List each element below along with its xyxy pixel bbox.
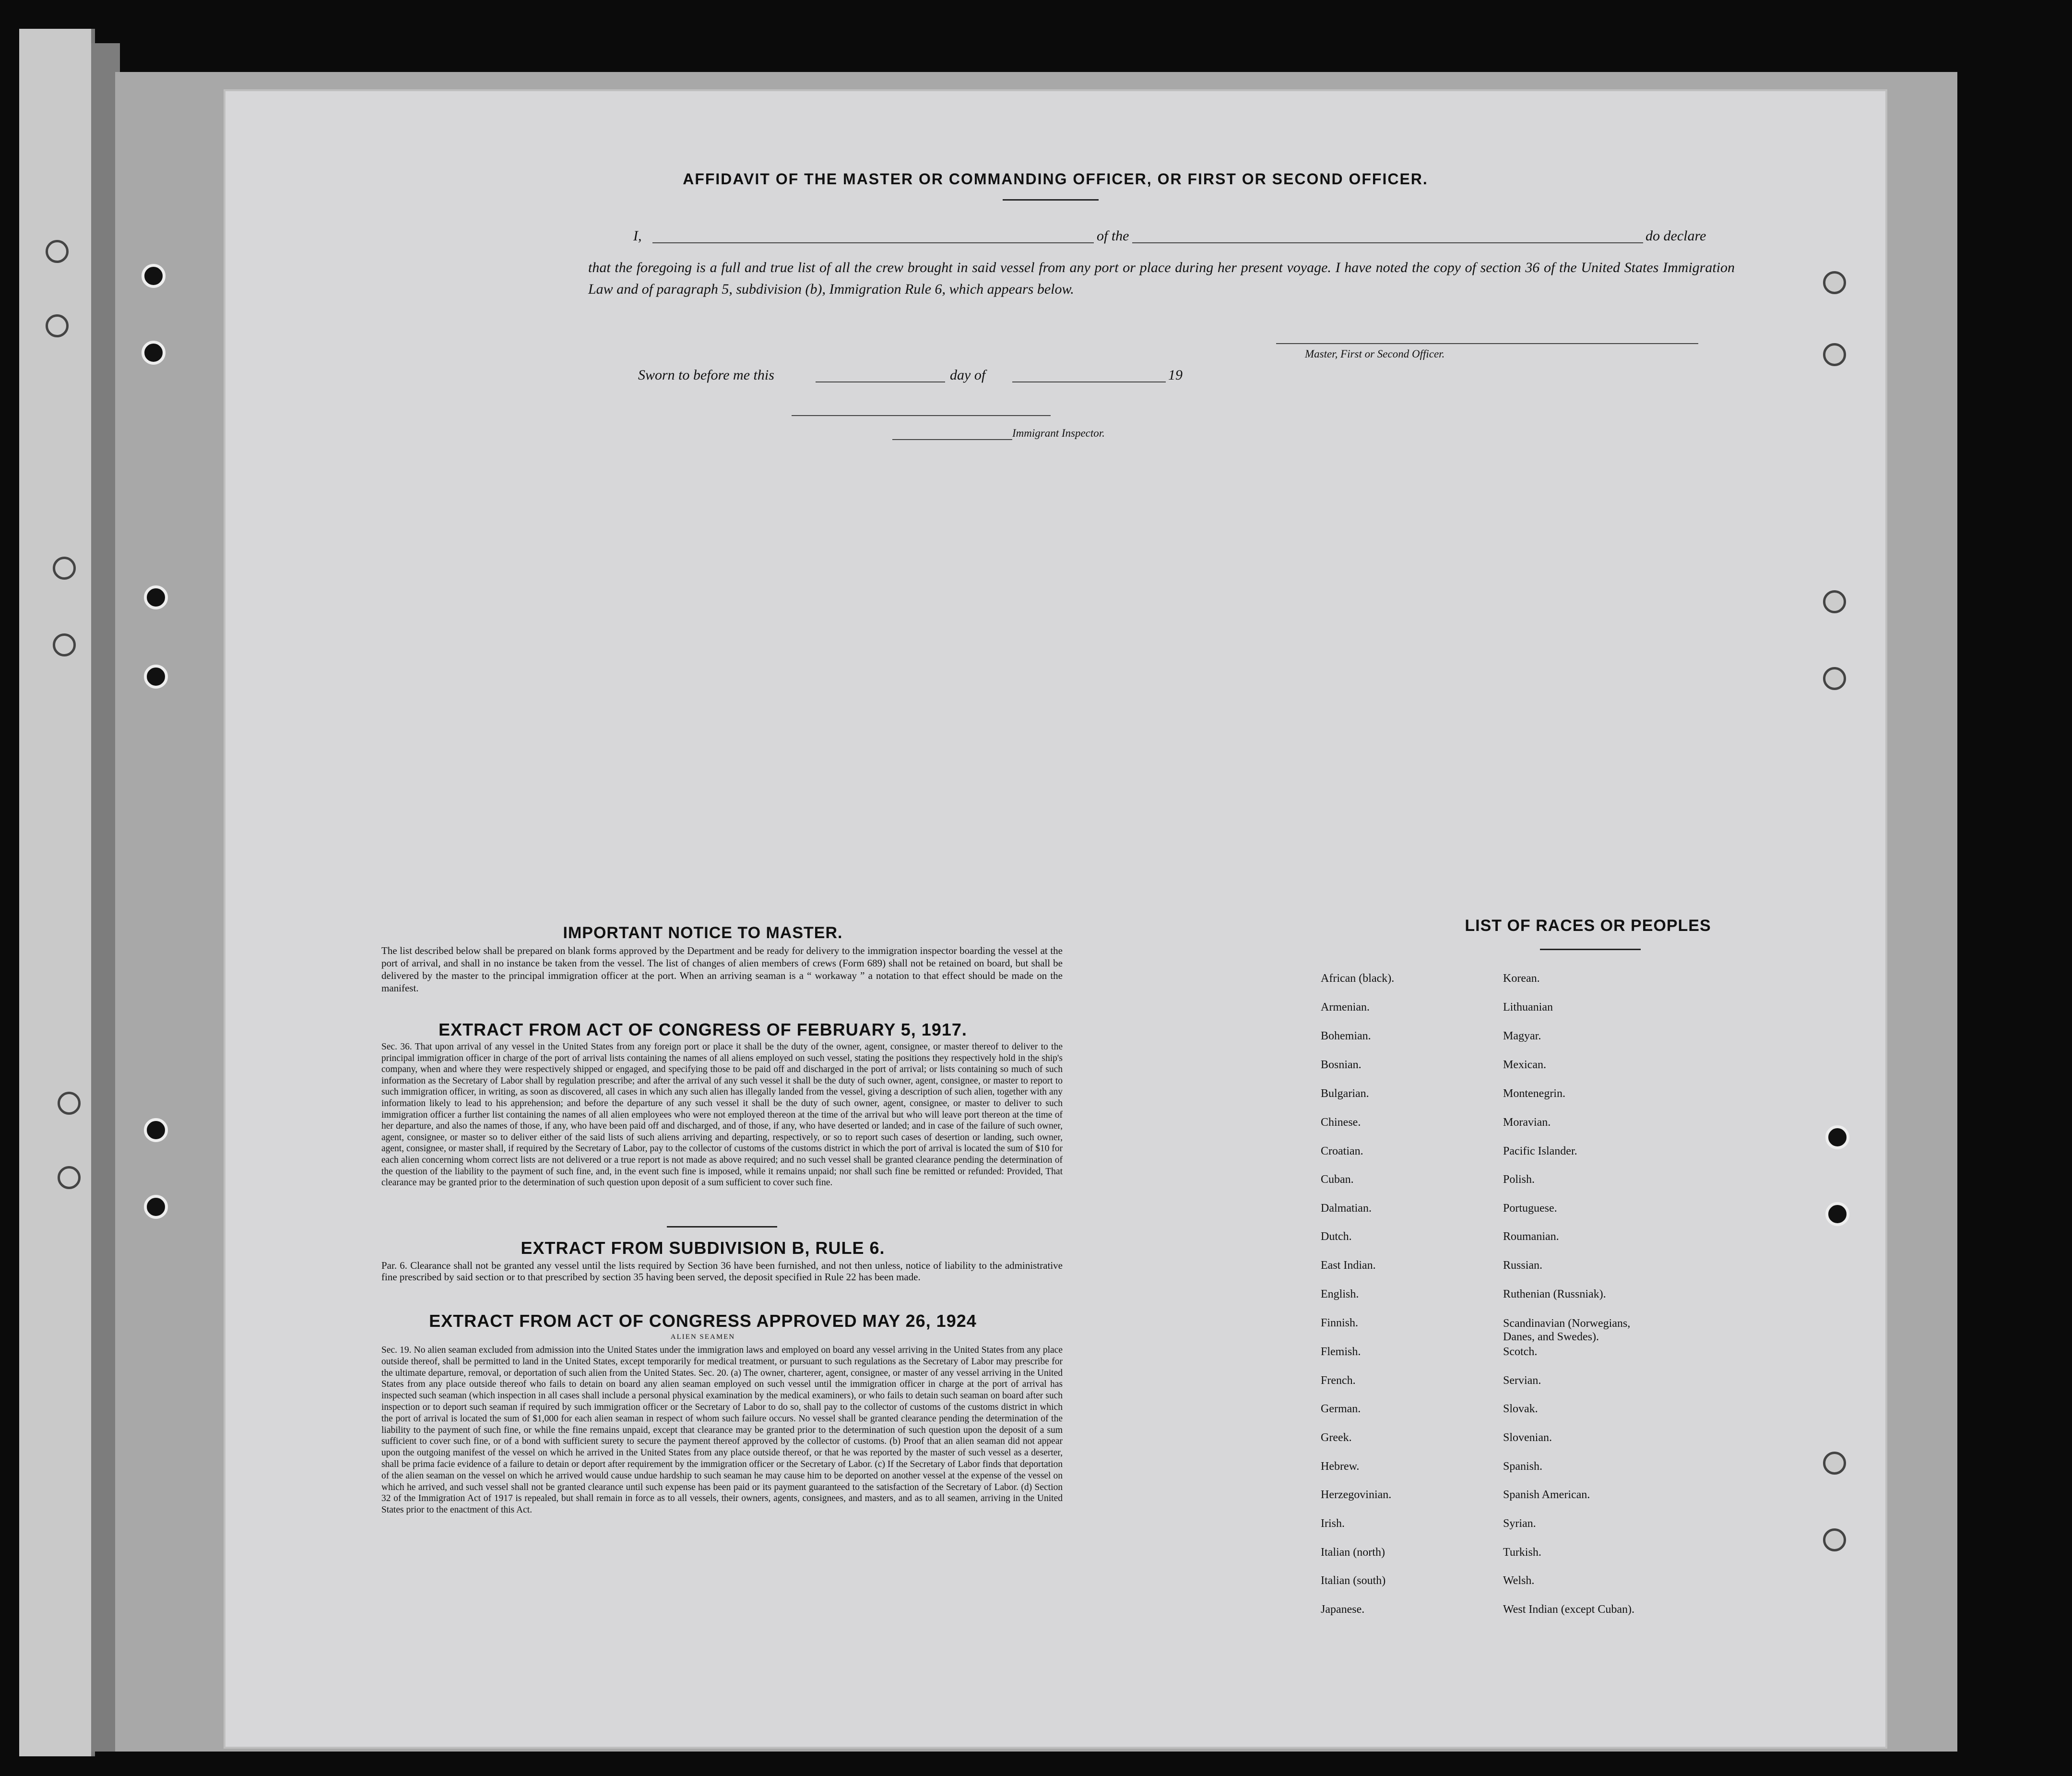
binder-hole [144,1118,168,1142]
notice-text: The list described below shall be prepared on blank forms approved by the Department and be ready for delivery to the immigration inspector boarding the vessel at the port of arrival, and shall in no instance be taken from the vessel. The list of changes of alien members of crews (Form 689) shall not be retained on board, but shall be delivered by the master to the principal immigration officer at the port. When an arriving seaman is a “ workaway ” a notation to that effect should be made on the manifest. [381,945,1063,994]
binder-hole [142,341,166,365]
race-item: Irish. [1321,1517,1345,1530]
punch-hole [1823,1528,1846,1551]
race-item: Roumanian. [1503,1230,1559,1243]
binder-spine [19,29,95,1756]
race-item: Armenian. [1321,1001,1370,1013]
punch-hole [1823,1452,1846,1475]
race-item: Montenegrin. [1503,1087,1565,1100]
extract-rule6-title: EXTRACT FROM SUBDIVISION B, RULE 6. [521,1238,885,1258]
race-item: Japanese. [1321,1603,1365,1616]
title-rule [1003,199,1099,201]
race-item: Mexican. [1503,1059,1546,1071]
race-item: Spanish. [1503,1460,1543,1473]
race-item: Dutch. [1321,1230,1352,1243]
race-item: Spanish American. [1503,1489,1590,1501]
race-item: West Indian (except Cuban). [1503,1603,1634,1616]
day-of-label: day of [950,367,986,383]
race-item: Korean. [1503,972,1540,985]
race-item: Lithuanian [1503,1001,1553,1013]
race-item: Magyar. [1503,1030,1541,1042]
race-item: Dalmatian. [1321,1202,1372,1215]
race-item: Bulgarian. [1321,1087,1369,1100]
affidavit-body: that the foregoing is a full and true list of all the crew brought in said vessel from any port or place during her present voyage. I have noted the copy of section 36 of the United States Immigration Law and of paragraph 5, subdivision (b), Immigration Rule 6, which appears below. [588,260,1735,297]
race-item: Turkish. [1503,1546,1541,1559]
binder-hole [58,1092,81,1115]
race-item: Russian. [1503,1259,1543,1272]
binder-hole [53,557,76,580]
race-item: African (black). [1321,972,1395,985]
extract-1924-title: EXTRACT FROM ACT OF CONGRESS APPROVED MAY 26, 1924 [429,1311,977,1331]
extract-1924-text: Sec. 19. No alien seaman excluded from admission into the United States under the immigration laws and employed on board any vessel arriving in the United States from any place outside thereof, shall be permitted to land in the United States, except temporarily for medical treatment, or pursuant to such regulations as the Secretary of Labor may prescribe for the ultimate departure, removal, or deportation of such alien from the United States. Sec. 20. (a) The owner, charterer, agent, consignee, or master of any vessel arriving in the United States from any place outside thereof who fails to detain on board any alien seaman employed on such vessel until the immigration officer in charge at the port of arrival has inspected such seaman (which inspection in all cases shall include a personal physical examination by the medical examiners), or who fails to detain such seaman on board after such inspection or to deport such seaman if required by such immigration officer or the Secretary of Labor to do so, shall pay to the collector of customs of the customs district in which the port of arrival is located the sum of $1,000 for each alien seaman in respect of whom such failure occurs. No vessel shall be granted clearance pending the determination of the liability to the payment of such fine, or while the fine remains unpaid, except that clearance may be granted prior to the determination of such question upon the deposit of a sum sufficient to cover such fine, or of a bond with sufficient surety to secure the payment thereof approved by the collector of customs. (b) Proof that an alien seaman did not appear upon the outgoing manifest of the vessel on which he arrived in the United States from any place outside thereof, or that he was reported by the master of such vessel as a deserter, shall be prima facie evidence of a failure to detain or deport after requirement by the immigration officer or the Secretary of Labor. (c) If the Secretary of Labor finds that deportation of the alien seaman on the vessel on which he arrived would cause undue hardship to such seaman he may cause him to be deported on another vessel at the expense of the vessel on which he arrived, and such vessel shall not be granted clearance until such expense has been paid or its payment guaranteed to the satisfaction of the Secretary of Labor. (d) Section 32 of the Immigration Act of 1917 is repealed, but shall remain in force as to all vessels, their owners, agents, consignees, and masters, and as to all seamen, arriving in the United States prior to the enactment of this Act. [381,1345,1063,1515]
extract-rule6-text: Par. 6. Clearance shall not be granted any vessel until the lists required by Section 36 have been furnished, and not then unless, notice of liability to the administrative fine prescribed by said section or to that prescribed by section 35 having been served, the deposit specified in Rule 22 has been made. [381,1260,1063,1283]
race-item: Hebrew. [1321,1460,1360,1473]
extract-1917-text: Sec. 36. That upon arrival of any vessel in the United States from any foreign port or place it shall be the duty of the owner, agent, consignee, or master thereof to deliver to the principal immigration officer in charge of the port of arrival lists containing the names of all aliens employed on such vessel, stating the positions they respectively hold in the ship's company, when and where they were respectively shipped or engaged, and specifying those to be paid off and discharged in the port of arrival; or lists containing so much of such information as the Secretary of Labor shall by regulation prescribe; and after the arrival of any such vessel it shall be the duty of such owner, agent, consignee, or master to report to such immigration officer, in writing, as soon as discovered, all cases in which any such alien has illegally landed from the vessel, giving a description of such alien, together with any information likely to lead to his apprehension; and before the departure of any such vessel it shall be the duty of such owner, agent, consignee, or master to deliver to such immigration officer a further list containing the names of all alien employees who were not employed thereon at the time of the arrival but who will leave port thereon at the time of her departure, and also the names of those, if any, who have been paid off and discharged, and of those, if any, who have deserted or landed; and in case of the failure of such owner, agent, consignee, or master so to deliver either of the said lists of such aliens arriving and departing, respectively, or so to report such cases of desertion or landing, such owner, agent, consignee, or master shall, if required by the Secretary of Labor, pay to the collector of customs of the customs district in which the port of arrival is located the sum of $10 for each alien concerning whom correct lists are not delivered or a true report is not made as above required; and no such vessel shall be granted clearance pending the determination of the question of the liability to the payment of such fine, and, in the event such fine is imposed, while it remains unpaid; nor shall such fine be remitted or refunded: Provided, That clearance may be granted prior to the determination of such question upon deposit of a sum sufficient to cover such fine. [381,1042,1063,1188]
sworn-label: Sworn to before me this [638,367,774,383]
race-item: French. [1321,1374,1356,1387]
race-item: Scandinavian (Norwegians, Danes, and Swedes). [1503,1317,1631,1343]
punch-hole [1823,271,1846,294]
vessel-label: of the [1094,228,1132,244]
race-item: German. [1321,1403,1361,1415]
affidavit-title: AFFIDAVIT OF THE MASTER OR COMMANDING OFFICER, OR FIRST OR SECOND OFFICER. [683,170,1428,188]
race-item: Chinese. [1321,1116,1361,1129]
races-title: LIST OF RACES OR PEOPLES [1465,917,1711,935]
punch-hole [1825,1202,1849,1226]
race-item: Bosnian. [1321,1059,1362,1071]
race-item: Welsh. [1503,1574,1535,1587]
inspector-caption: Immigrant Inspector. [1012,427,1105,439]
sworn-day-line [816,381,945,382]
binder-hole [46,240,69,263]
race-item: Bohemian. [1321,1030,1371,1042]
year-label: 19 [1168,367,1183,383]
race-item: Herzegovinian. [1321,1489,1392,1501]
race-item: Slovak. [1503,1403,1538,1415]
section-rule [667,1226,777,1228]
race-item: East Indian. [1321,1259,1376,1272]
races-title-rule [1540,949,1641,950]
notice-title: IMPORTANT NOTICE TO MASTER. [563,924,843,942]
punch-hole [1823,343,1846,366]
race-item: Finnish. [1321,1317,1359,1329]
race-item: Servian. [1503,1374,1541,1387]
declarant-label: I, [633,228,642,244]
race-item: Moravian. [1503,1116,1551,1129]
binder-hole [144,1195,168,1219]
binder-hole [58,1166,81,1189]
race-item: Italian (south) [1321,1574,1386,1587]
sworn-month-line [1012,381,1166,382]
race-item: Ruthenian (Russniak). [1503,1288,1606,1300]
inspector-signature-line [792,415,1051,416]
signature-line [1276,343,1698,344]
race-item: Pacific Islander. [1503,1145,1577,1157]
race-item: Slovenian. [1503,1431,1552,1444]
race-item: Scotch. [1503,1346,1538,1358]
race-item: Croatian. [1321,1145,1363,1157]
binder-hole [144,665,168,689]
race-item: Polish. [1503,1173,1535,1186]
binder-hole [142,264,166,288]
race-item: Syrian. [1503,1517,1536,1530]
punch-hole [1825,1125,1849,1149]
alien-seamen-subtitle: ALIEN SEAMEN [670,1333,735,1341]
race-item: Cuban. [1321,1173,1354,1186]
race-item: Flemish. [1321,1346,1361,1358]
race-item: Italian (north) [1321,1546,1385,1559]
punch-hole [1823,590,1846,613]
race-item: English. [1321,1288,1359,1300]
race-item: Portuguese. [1503,1202,1557,1215]
race-item: Greek. [1321,1431,1352,1444]
signature-caption: Master, First or Second Officer. [1305,348,1445,360]
punch-hole [1823,667,1846,690]
vessel-name-line [1137,242,1643,243]
manifest-form-page [225,91,1885,1747]
inspector-short-line [892,439,1012,440]
declare-label: do declare [1646,228,1706,244]
binder-hole [144,585,168,609]
binder-hole [46,314,69,337]
binder-hole [53,633,76,656]
extract-1917-title: EXTRACT FROM ACT OF CONGRESS OF FEBRUARY 5, 1917. [438,1020,967,1039]
